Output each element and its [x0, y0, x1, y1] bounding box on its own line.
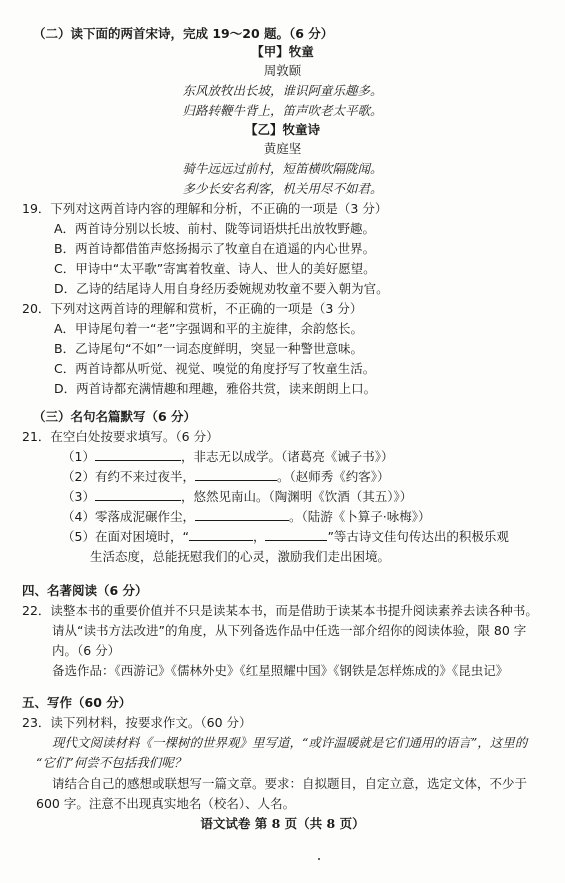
q21-item-4 [62, 508, 430, 525]
q21-item-2 [62, 468, 389, 485]
q21-blank-3[interactable] [95, 488, 181, 501]
q21-item-1 [62, 448, 393, 465]
q19-option-c: C．甲诗中“太平歌”寄寓着牧童、诗人、世人的美好愿望。 [54, 261, 376, 276]
q22-line-2: 请从“读书方法改进”的角度，从下列备选作品中任选一部介绍你的阅读体验，限 80 字 [52, 623, 527, 638]
q21-blank-4[interactable] [195, 508, 289, 521]
q21-item-2-num: （2） [62, 469, 95, 484]
q23-material-line-2: “它们”何尝不包括我们呢？ [36, 755, 187, 770]
q20-stem: 20．下列对这两首诗的理解和赏析，不正确的一项是（3 分） [22, 301, 363, 316]
q21-item-5-num: （5） [62, 529, 95, 544]
q21-item-1-text: ，非志无以成学。（诸葛亮《诫子书》） [180, 449, 394, 464]
q20-option-c: C．两首诗都从听觉、视觉、嗅觉的角度抒写了牧童生活。 [54, 361, 376, 376]
q21-item-2-text: 有约不来过夜半， [94, 469, 195, 484]
q22-line-3: 内。（6 分） [52, 643, 121, 658]
section4-header: 四、名著阅读（6 分） [22, 583, 148, 598]
poem-a-author: 周敦颐 [263, 63, 302, 78]
q21-item-5-text-b: ”等古诗文佳句传达出的积极乐观 [327, 529, 509, 544]
q21-item-5-text-a: 在面对困境时，“ [94, 529, 189, 544]
q21-item-5 [62, 528, 509, 545]
q21-item-1-num: （1） [62, 449, 95, 464]
q19-option-b: B．两首诗都借笛声悠扬揭示了牧童自在逍遥的内心世界。 [54, 241, 376, 256]
q21-blank-5b[interactable] [265, 528, 327, 541]
section3-header: （三）名句名篇默写（6 分） [33, 409, 197, 424]
q20-option-d: D．两首诗都充满情趣和理趣，雅俗共赏，读来朗朗上口。 [54, 381, 377, 396]
q19-option-d: D．乙诗的结尾诗人用自身经历委婉规劝牧童不要入朝为官。 [54, 281, 389, 296]
q20-option-a: A．甲诗尾句着一“老”字强调和平的主旋律，余韵悠长。 [54, 321, 364, 336]
q21-item-4-text: 零落成泥碾作尘， [94, 509, 195, 524]
q21-blank-5a[interactable] [189, 528, 253, 541]
q21-item-3-num: （3） [62, 489, 95, 504]
q21-item-4-tail: 。（陆游《卜算子·咏梅》） [288, 509, 431, 524]
q21-item-3 [62, 488, 412, 505]
q20-option-b: B．乙诗尾句“不如”一词态度鲜明，突显一种警世意味。 [54, 341, 364, 356]
q19-stem: 19．下列对这两首诗内容的理解和分析，不正确的一项是（3 分） [22, 201, 388, 216]
section2-header: （二）读下面的两首宋诗，完成 19～20 题。（6 分） [33, 26, 334, 41]
q21-item-3-text: ，悠然见南山。（陶渊明《饮酒（其五）》） [180, 489, 413, 504]
q21-stem: 21．在空白处按要求填写。（6 分） [22, 429, 219, 444]
q22-line-1: 22．读整本书的重要价值并不只是读某本书，而是借助于读某本书提升阅读素养去读各种书。 [22, 603, 538, 618]
q21-blank-2[interactable] [195, 468, 277, 481]
poem-a-line2: 归路转鞭牛背上，笛声吹老太平歌。 [182, 103, 383, 118]
q23-requirement-line-2: 600 字。注意不出现真实地名（校名）、人名。 [36, 796, 296, 811]
q22-line-4: 备选作品：《西游记》《儒林外史》《红星照耀中国》《钢铁是怎样炼成的》《昆虫记》 [52, 663, 509, 678]
q21-blank-1[interactable] [95, 448, 181, 461]
q21-item-4-num: （4） [62, 509, 95, 524]
q19-option-a: A．两首诗分别以长坡、前村、陇等词语烘托出放牧野趣。 [54, 221, 376, 236]
q21-item-5-line2: 生活态度，总能抚慰我们的心灵，激励我们走出困境。 [90, 549, 391, 564]
poem-b-author: 黄庭坚 [263, 141, 302, 156]
poem-b-line1: 骑牛远远过前村，短笛横吹隔陇闻。 [182, 161, 383, 176]
scan-speck [318, 858, 320, 860]
page-footer: 语文试卷 第 8 页（共 8 页） [200, 816, 365, 831]
poem-a-line1: 东风放牧出长坡，谁识阿童乐趣多。 [182, 83, 383, 98]
q23-stem: 23．读下列材料，按要求作文。（60 分） [22, 715, 252, 730]
q23-requirement-line-1: 请结合自己的感想或联想写一篇文章。要求：自拟题目，自定立意，选定文体，不少于 [52, 776, 528, 791]
q23-material-line-1: 现代文阅读材料《一棵树的世界观》里写道，“或许温暖就是它们通用的语言”，这里的 [52, 735, 528, 750]
section5-header: 五、写作（60 分） [22, 695, 132, 710]
poem-a-title: 【甲】牧童 [251, 44, 314, 59]
q21-item-2-tail: 。（赵师秀《约客》） [276, 469, 390, 484]
q21-item-5-sep: ， [252, 529, 266, 544]
poem-b-line2: 多少长安名利客，机关用尽不如君。 [182, 181, 383, 196]
poem-b-title: 【乙】牧童诗 [244, 122, 320, 137]
